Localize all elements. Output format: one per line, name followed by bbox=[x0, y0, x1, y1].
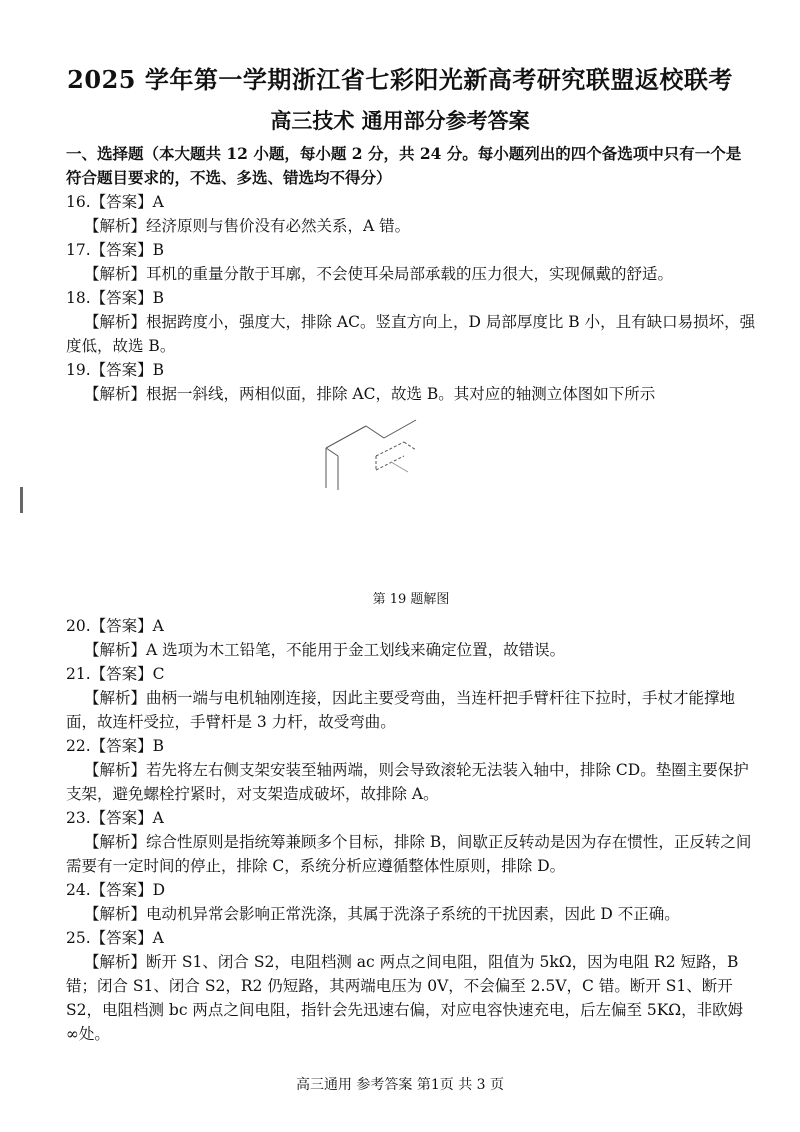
answer-18: 18.【答案】B bbox=[66, 289, 165, 307]
edge-line bbox=[326, 448, 338, 456]
q19-axonometric-figure bbox=[66, 412, 756, 588]
answer-21: 21.【答案】C bbox=[66, 665, 165, 683]
edge-line bbox=[391, 462, 408, 472]
explanation-19: 【解析】根据一斜线，两相似面，排除 AC，故选 B。其对应的轴测立体图如下所示 bbox=[84, 385, 656, 403]
answer-25: 25.【答案】A bbox=[66, 929, 164, 947]
explanation-18: 【解析】根据跨度小，强度大，排除 AC。竖直方向上，D 局部厚度比 B 小，且有缺口易损坏，强度低，故选 B。 bbox=[66, 313, 756, 355]
figure-caption: 第 19 题解图 bbox=[372, 592, 450, 607]
edge-line bbox=[384, 420, 416, 438]
document-subtitle: 高三技术 通用部分参考答案 bbox=[270, 108, 530, 133]
answer-22: 22.【答案】B bbox=[66, 737, 165, 755]
page-footer: 高三通用 参考答案 第1页 共 3 页 bbox=[295, 1077, 505, 1093]
explanation-20: 【解析】A 选项为木工铅笔，不能用于金工划线来确定位置，故错误。 bbox=[84, 641, 566, 659]
hidden-line bbox=[404, 442, 416, 450]
explanation-25: 【解析】断开 S1、闭合 S2，电阻档测 ac 两点之间电阻，阻值为 5kΩ，因为电阻 R2 短路，B 错；闭合 S1、闭合 S2，R2 仍短路，其两端电压为 0V，不会偏至 2.5V，C 错。断开 S1、断开 S2，电阻档测 bc 两点之间电阻，指针会先迅速右偏，对应电容快速充电，后左偏至 5KΩ，非欧姆∞处。 bbox=[66, 953, 744, 1043]
answer-content bbox=[66, 142, 756, 1046]
explanation-23: 【解析】综合性原则是指统筹兼顾多个目标，排除 B，间歇正反转动是因为存在惯性，正反转之间需要有一定时间的停止，排除 C，系统分析应遵循整体性原则，排除 D。 bbox=[66, 833, 752, 875]
answer-20: 20.【答案】A bbox=[66, 617, 164, 635]
explanation-16: 【解析】经济原则与售价没有必然关系，A 错。 bbox=[84, 217, 411, 235]
hidden-line bbox=[376, 456, 404, 470]
explanation-21: 【解析】曲柄一端与电机轴刚连接，因此主要受弯曲，当连杆把手臂杆往下拉时，手杖才能撑地面，故连杆受拉，手臂杆是 3 力杆，故受弯曲。 bbox=[66, 689, 736, 731]
answer-19: 19.【答案】B bbox=[66, 361, 165, 379]
answer-24: 24.【答案】D bbox=[66, 881, 166, 899]
hidden-line bbox=[376, 442, 404, 456]
explanation-22: 【解析】若先将左右侧支架安装至轴两端，则会导致滚轮无法装入轴中，排除 CD。垫圈主要保护支架，避免螺栓拧紧时，对支架造成破坏，故排除 A。 bbox=[66, 761, 749, 803]
explanation-24: 【解析】电动机异常会影响正常洗涤，其属于洗涤子系统的干扰因素，因此 D 不正确。 bbox=[84, 905, 680, 923]
axonometric-drawing bbox=[316, 418, 496, 568]
answer-17: 17.【答案】B bbox=[66, 241, 165, 259]
section-heading: 一、选择题（本大题共 12 小题，每小题 2 分，共 24 分。每小题列出的四个备选项中只有一个是符合题目要求的，不选、多选、错选均不得分） bbox=[66, 144, 742, 187]
answer-23: 23.【答案】A bbox=[66, 809, 164, 827]
edge-line bbox=[326, 426, 366, 448]
document-title: 2025 学年第一学期浙江省七彩阳光新高考研究联盟返校联考 bbox=[67, 65, 733, 94]
scan-mark bbox=[20, 487, 23, 513]
edge-line bbox=[366, 426, 384, 438]
answer-16: 16.【答案】A bbox=[66, 193, 164, 211]
explanation-17: 【解析】耳机的重量分散于耳廓，不会使耳朵局部承载的压力很大，实现佩戴的舒适。 bbox=[84, 265, 674, 283]
